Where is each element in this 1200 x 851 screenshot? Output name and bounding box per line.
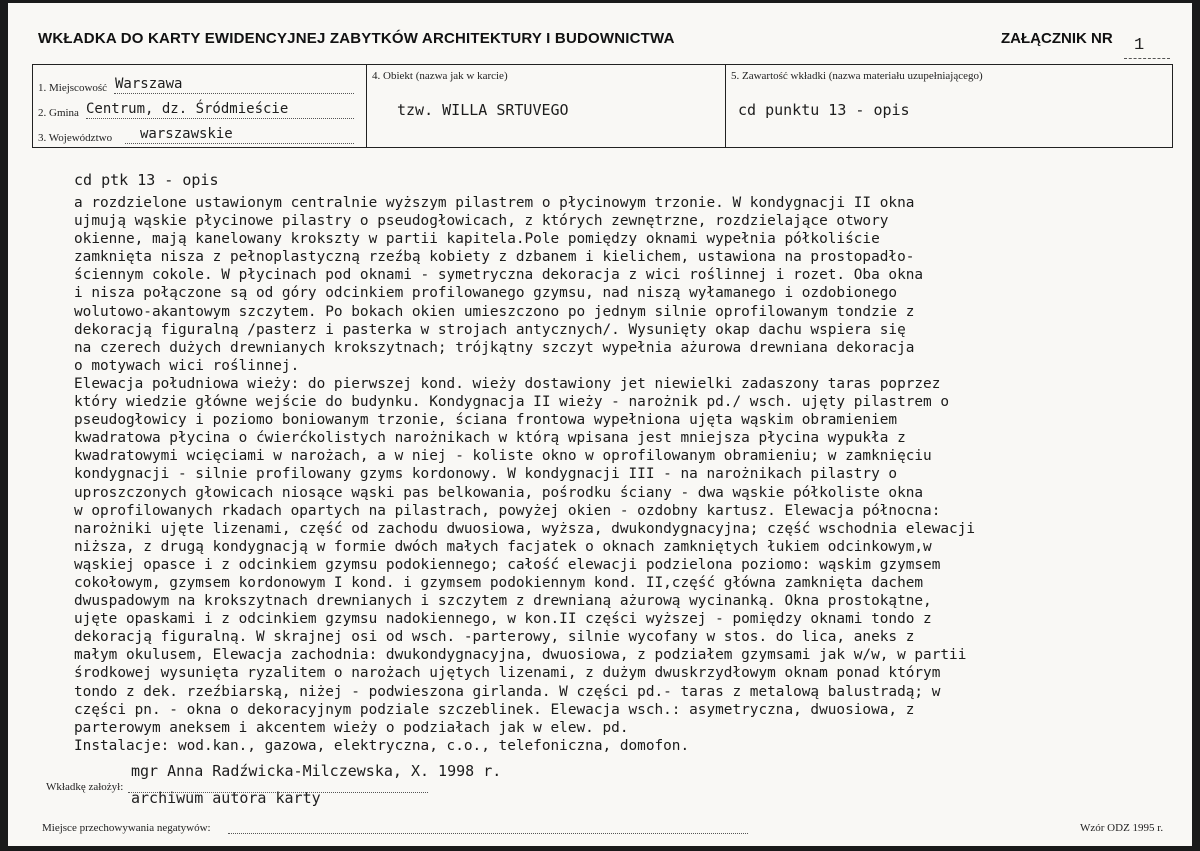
text-line: kwadratowymi wcięciami w narożach, a w niej - koliste okno w oprofilowanym obramieniu; w zamknięciu — [74, 448, 932, 465]
text-line: ujęte opaskami i z odcinkiem gzymsu nadokiennego, w kon.II części wyższej - pomiędzy oknami tondo z — [74, 611, 932, 628]
commune-dots — [86, 118, 354, 119]
object-value: tzw. WILLA SRTUVEGO — [397, 101, 569, 119]
text-line: parterowym aneksem i akcentem wieży o podziałach jak w elew. pd. — [74, 719, 629, 736]
text-line: okienne, mają kanelowany krokszty w partii kapitela.Pole pomiędzy oknami wypełnia półkoliście — [74, 231, 880, 248]
text-line: wąskiej opasce i z odcinkiem gzymsu podokiennego; całość elewacji podzielona poziomo: wąskim gzymsem — [74, 556, 941, 573]
text-line: cokołowym, gzymsem kordonowym I kond. i gzymsem podokiennym kond. II,część główna zamknięta dachem — [74, 574, 924, 591]
object-label: 4. Obiekt (nazwa jak w karcie) — [372, 70, 508, 82]
negatives-dots — [228, 833, 748, 834]
annex-number-line — [1124, 58, 1170, 59]
header-fields-divider-1 — [366, 64, 367, 148]
scan-border-top — [0, 0, 1200, 3]
text-line: zamknięta nisza z pełnoplastyczną rzeźbą kobiety z dzbanem i kielichem, ustawiona na prostopadło- — [74, 249, 915, 266]
text-line: Instalacje: wod.kan., gazowa, elektryczna, c.o., telefoniczna, domofon. — [74, 737, 690, 754]
commune-value: Centrum, dz. Śródmieście — [86, 101, 289, 117]
scan-border-left — [0, 0, 8, 851]
text-line: narożniki ujęte lizenami, część od zachodu dwuosiowa, wyższa, dwukondygnacyjna; część wschodnia elewacji — [74, 520, 976, 537]
voivodeship-dots — [125, 143, 354, 144]
form-identifier: Wzór ODZ 1995 r. — [1080, 822, 1164, 834]
contents-label: 5. Zawartość wkładki (nazwa materiału uzupełniającego) — [731, 70, 983, 82]
voivodeship-label: 3. Województwo — [38, 132, 113, 144]
document-title: WKŁADKA DO KARTY EWIDENCYJNEJ ZABYTKÓW ARCHITEKTURY I BUDOWNICTWA — [38, 30, 675, 47]
source-value: archiwum autora karty — [131, 789, 321, 807]
voivodeship-value: warszawskie — [140, 126, 233, 142]
text-line: kondygnacji - silnie profilowany gzyms kordonowy. W kondygnacji III - na narożnikach pilastry o — [74, 466, 898, 483]
author-value: mgr Anna Radźwicka-Milczewska, X. 1998 r. — [131, 762, 502, 780]
negatives-label: Miejsce przechowywania negatywów: — [42, 822, 211, 834]
locality-value: Warszawa — [115, 76, 183, 92]
text-line: środkowej wysunięta ryzalitem o narożach ujętych lizenami, z dużym dwuskrzydłowym oknam ponad którym — [74, 665, 941, 682]
text-line: Elewacja południowa wieży: do pierwszej kond. wieży dostawiony jet niewielki zadaszony taras poprzez — [74, 375, 941, 392]
section-heading: cd ptk 13 - opis — [74, 171, 219, 189]
text-line: kwadratowa płycina o ćwierćkolistych narożnikach w którą wpisana jest mniejsza płycina wypukła z — [74, 430, 906, 447]
scan-border-bottom — [0, 846, 1200, 851]
text-line: dekoracją figuralną /pasterz i pasterka w strojach antycznych/. Wysunięty okap dachu wspiera się — [74, 321, 906, 338]
text-line: w oprofilowanych rkadach opartych na pilastrach, powyżej okien - ozdobny kartusz. Elewacja północna: — [74, 502, 941, 519]
text-line: o motywach wici roślinnej. — [74, 357, 300, 374]
locality-label: 1. Miejscowość — [38, 82, 108, 94]
author-label: Wkładkę założył: — [46, 781, 124, 793]
text-line: na czerech dużych drewnianych krokszytnach; trójkątny szczyt wypełnia ażurowa drewniana dekoracja — [74, 339, 915, 356]
description-text — [74, 194, 1154, 755]
text-line: dekoracją figuralną. W skrajnej osi od wsch. -parterowy, silnie wycofany w stos. do lica, aneks z — [74, 629, 915, 646]
commune-label: 2. Gmina — [38, 107, 79, 119]
text-line: ujmują wąskie płycinowe pilastry o pseudogłowicach, z których zewnętrzne, rozdzielające otwory — [74, 213, 889, 230]
text-line: i nisza połączone są od góry odcinkiem profilowanego gzymsu, nad niszą wyłamanego i ozdobionego — [74, 285, 898, 302]
text-line: wolutowo-akantowym szczytem. Po bokach okien umieszczono po jednym silnie oprofilowanym tondzie z — [74, 303, 915, 320]
text-line: pseudogłowicy i poziomo boniowanym trzonie, ściana frontowa wypełniona ujęta wąskim obramieniem — [74, 412, 898, 429]
text-line: uproszczonych głowicach niosące wąski pas belkowania, pośrodku ściany - dwa wąskie półkoliste okna — [74, 484, 924, 501]
locality-dots — [114, 93, 354, 94]
text-line: małym okulusem, Elewacja zachodnia: dwukondygnacyjna, dwuosiowa, z podziałem gzymsami jak w/w, w partii — [74, 647, 967, 664]
annex-label: ZAŁĄCZNIK NR — [1001, 30, 1113, 47]
header-fields-divider-2 — [725, 64, 726, 148]
text-line: ściennym cokole. W płycinach pod oknami - symetryczna dekoracja z wici roślinnej i rozet. Oba okna — [74, 267, 924, 284]
annex-number: 1 — [1134, 36, 1145, 55]
text-line: części pn. - okna o dekoracyjnym podziale szczeblinek. Elewacja wsch.: asymetryczna, dwuosiowa, z — [74, 701, 915, 718]
scan-border-right — [1192, 0, 1200, 851]
text-line: tondo z dek. rzeźbiarską, niżej - podwieszona girlanda. W części pd.- taras z metalową balustradą; w — [74, 683, 941, 700]
text-line: niższa, z drugą kondygnacją w formie dwóch małych facjatek o oknach zamkniętych łukiem odcinkowym,w — [74, 538, 932, 555]
contents-value: cd punktu 13 - opis — [738, 101, 910, 119]
text-line: który wiedzie główne wejście do budynku. Kondygnacja II wieży - narożnik pd./ wsch. ujęty pilastrem o — [74, 394, 950, 411]
text-line: a rozdzielone ustawionym centralnie wyższym pilastrem o płycinowym trzonie. W kondygnacji II okna — [74, 195, 915, 211]
text-line: dwuspadowym na krokszytnach drewnianych i szczytem z drewnianą ażurową wycinanką. Okna prostokątne, — [74, 593, 932, 610]
